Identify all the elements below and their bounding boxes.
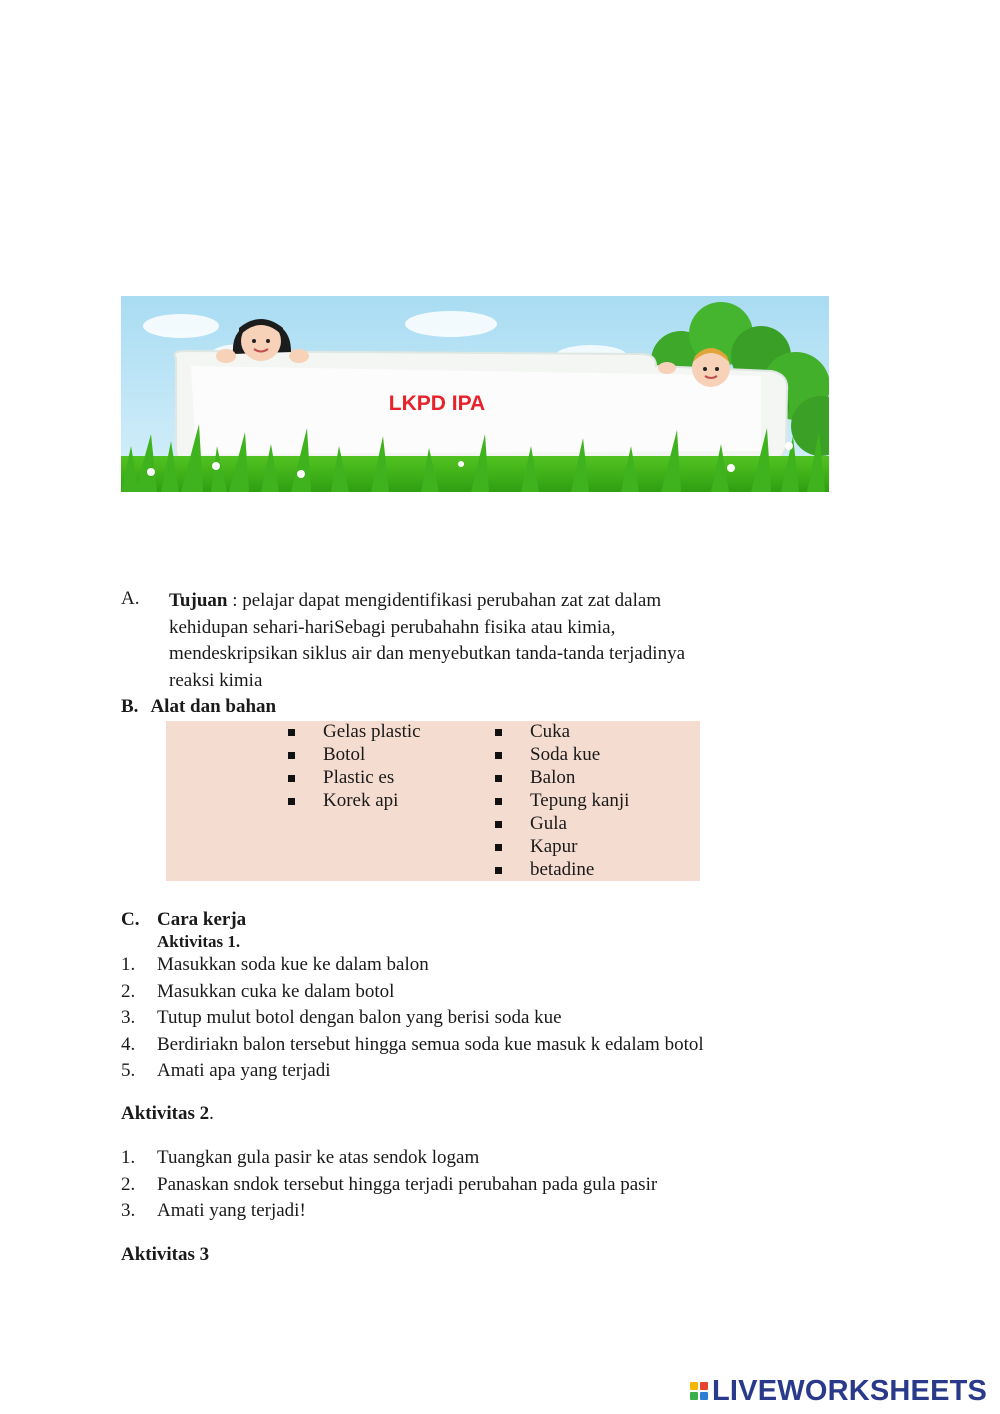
material-label: Gelas plastic (323, 721, 421, 742)
step-item (121, 1059, 704, 1086)
logo-square (690, 1382, 698, 1390)
activity-2-steps (121, 1146, 657, 1226)
step-item (121, 1006, 704, 1033)
activity-3-title: Aktivitas 3 (121, 1244, 210, 1265)
banner-title: LKPD IPA (388, 392, 486, 415)
step-text: Tutup mulut botol dengan balon yang berisi soda kue (157, 1007, 562, 1028)
material-label: Kapur (530, 836, 578, 857)
bullet-square-icon (495, 821, 502, 828)
section-c-letter: C. (121, 909, 140, 930)
step-number: 5. (121, 1060, 136, 1081)
bullet-square-icon (495, 798, 502, 805)
material-item (288, 790, 421, 813)
step-number: 4. (121, 1033, 136, 1055)
bullet-square-icon (288, 775, 295, 782)
section-a-text (169, 588, 729, 694)
bullet-square-icon (495, 844, 502, 851)
material-item (495, 836, 629, 859)
logo-square (700, 1382, 708, 1390)
logo-text: LIVEWORKSHEETS (712, 1374, 988, 1407)
section-a-line: mendeskripsikan siklus air dan menyebutkan tanda-tanda terjadinya (169, 643, 686, 664)
banner (121, 296, 829, 492)
material-label: Soda kue (530, 744, 601, 765)
step-number: 3. (121, 1200, 136, 1221)
materials-box (166, 721, 700, 881)
bullet-square-icon (495, 775, 502, 782)
step-number: 3. (121, 1007, 136, 1028)
material-item (495, 790, 629, 813)
section-a-line: kehidupan sehari-hariSebagi perubahahn fisika atau kimia, (169, 616, 616, 638)
bullet-square-icon (495, 729, 502, 736)
logo-square (690, 1392, 698, 1400)
material-label: Gula (530, 813, 567, 834)
bullet-square-icon (495, 752, 502, 759)
material-item (495, 859, 629, 882)
step-text: Masukkan soda kue ke dalam balon (157, 954, 429, 975)
step-number: 2. (121, 980, 136, 1002)
step-text: Amati yang terjadi! (157, 1200, 306, 1221)
section-b-title: Alat dan bahan (150, 696, 277, 717)
activity-2-title: Aktivitas 2 (121, 1103, 210, 1124)
material-item (288, 721, 421, 744)
step-item (121, 1199, 657, 1226)
logo-mark-icon (690, 1382, 708, 1400)
step-text: Tuangkan gula pasir ke atas sendok logam (157, 1147, 480, 1168)
step-text: Masukkan cuka ke dalam botol (157, 980, 395, 1002)
bullet-square-icon (288, 729, 295, 736)
activity-1-steps (121, 953, 704, 1086)
material-item (288, 744, 421, 767)
section-c-title: Cara kerja (157, 909, 247, 930)
material-label: Cuka (530, 721, 571, 742)
bullet-square-icon (495, 867, 502, 874)
step-item (121, 980, 704, 1007)
activity-2-heading (121, 1103, 214, 1125)
material-label: Botol (323, 744, 366, 765)
step-text: Berdiriakn balon tersebut hingga semua soda kue masuk k edalam botol (157, 1033, 704, 1055)
step-text: Amati apa yang terjadi (157, 1060, 331, 1081)
section-c-heading (121, 909, 246, 931)
step-number: 1. (121, 1147, 136, 1168)
bullet-square-icon (288, 798, 295, 805)
material-label: Plastic es (323, 767, 395, 788)
step-item (121, 1146, 657, 1173)
material-item (495, 721, 629, 744)
material-item (495, 813, 629, 836)
materials-list-right (495, 721, 629, 882)
step-number: 2. (121, 1173, 136, 1195)
step-item (121, 1173, 657, 1200)
activity-2-suffix: . (209, 1103, 214, 1124)
step-item (121, 953, 704, 980)
material-label: betadine (530, 859, 595, 880)
section-a-line: : pelajar dapat mengidentifikasi perubahan zat zat dalam (227, 590, 662, 611)
material-item (495, 744, 629, 767)
section-a-line: reaksi kimia (169, 669, 263, 691)
step-text: Panaskan sndok tersebut hingga terjadi perubahan pada gula pasir (157, 1173, 658, 1195)
step-item (121, 1033, 704, 1060)
bullet-square-icon (288, 752, 295, 759)
liveworksheets-logo[interactable] (690, 1376, 987, 1406)
material-label: Tepung kanji (530, 790, 630, 811)
activity-1-title: Aktivitas 1. (157, 932, 241, 951)
material-item (495, 767, 629, 790)
section-a-letter: A. (121, 588, 140, 609)
logo-square (700, 1392, 708, 1400)
material-label: Balon (530, 767, 576, 788)
material-item (288, 767, 421, 790)
section-b-heading (121, 696, 276, 718)
material-label: Korek api (323, 790, 399, 811)
section-b-letter: B. (121, 696, 139, 717)
step-number: 1. (121, 954, 136, 975)
materials-list-left (288, 721, 421, 813)
section-a-label: Tujuan (169, 590, 228, 611)
